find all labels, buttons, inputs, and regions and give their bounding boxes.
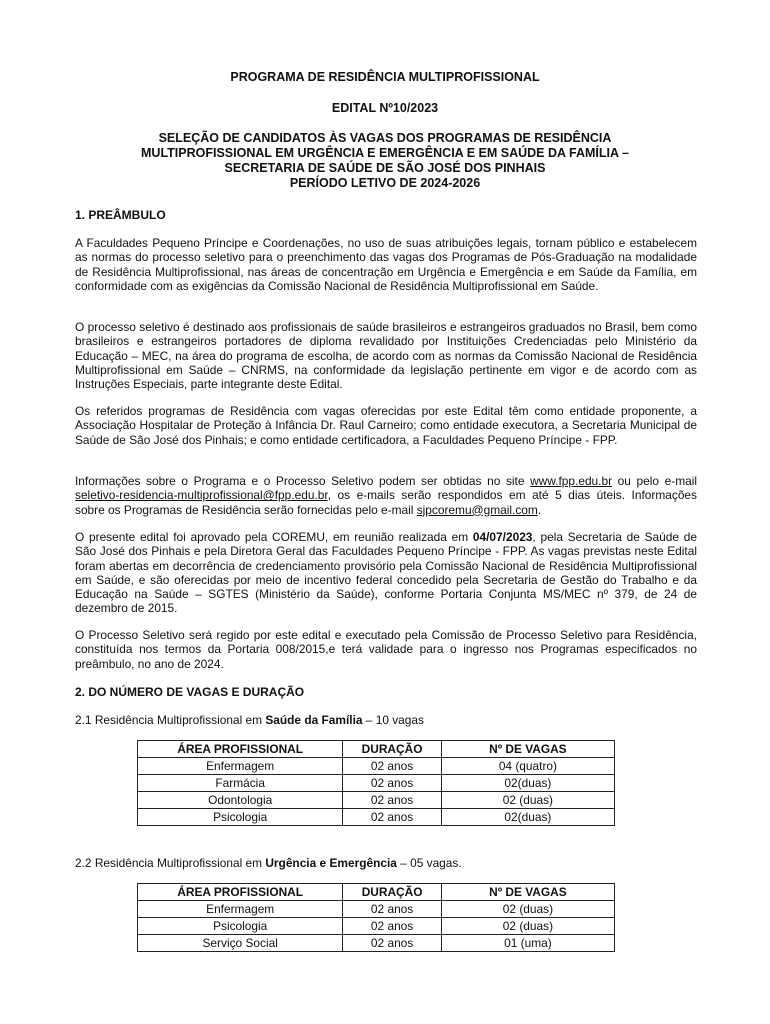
table-row — [138, 809, 615, 826]
table-row — [138, 792, 615, 809]
cell-duration: 02 anos — [343, 935, 441, 952]
cell-vacancies: 02(duas) — [441, 775, 614, 792]
cell-duration: 02 anos — [343, 758, 441, 775]
column-header-vacancies: Nº DE VAGAS — [441, 884, 614, 901]
cell-area: Enfermagem — [138, 901, 343, 918]
selection-title-line: SECRETARIA DE SAÚDE DE SÃO JOSÉ DOS PINHAIS — [224, 161, 546, 175]
vacancies-table-urgency-emergency — [137, 883, 615, 952]
column-header-area: ÁREA PROFISSIONAL — [138, 884, 343, 901]
table-row — [138, 935, 615, 952]
cell-duration: 02 anos — [343, 918, 441, 935]
table-header-row — [138, 884, 615, 901]
cell-area: Psicologia — [138, 809, 343, 826]
subsection-2-2: 2.2 Residência Multiprofissional em Urgência e Emergência – 05 vagas. — [75, 856, 462, 870]
table-row — [138, 901, 615, 918]
column-header-vacancies: Nº DE VAGAS — [441, 741, 614, 758]
cell-area: Enfermagem — [138, 758, 343, 775]
table-row — [138, 758, 615, 775]
cell-duration: 02 anos — [343, 901, 441, 918]
preamble-paragraph-3: Os referidos programas de Residência com vagas oferecidas por este Edital têm como entidade proponente, a Associação Hospitalar de Proteção à Infância Dr. Raul Carneiro; como entidade executora, a Secretaria Municipal de Saúde de São José dos Pinhais; e como entidade certificadora, a Faculdades Pequeno Príncipe - FPP. — [75, 404, 697, 447]
preamble-paragraph-5: O presente edital foi aprovado pela COREMU, em reunião realizada em 04/07/2023, pela Secretaria de Saúde de São José dos Pinhais e pela Diretora Geral das Faculdades Pequeno Príncipe - FPP. As vagas previstas neste Edital foram abertas em decorrência de credenciamento provisório pela Comissão Nacional de Residência Multiprofissional em Saúde, e são oferecidas por meio de incentivo federal concedido pela Secretaria de Gestão do Trabalho e da Educação na Saúde – SGTES (Ministério da Saúde), conforme Portaria Conjunta MS/MEC nº 379, de 24 de dezembro de 2015. — [75, 530, 697, 616]
subsection-2-1: 2.1 Residência Multiprofissional em Saúde da Família – 10 vagas — [75, 713, 424, 727]
cell-vacancies: 02 (duas) — [441, 901, 614, 918]
cell-duration: 02 anos — [343, 775, 441, 792]
table-header-row — [138, 741, 615, 758]
cell-vacancies: 02 (duas) — [441, 918, 614, 935]
cell-area: Odontologia — [138, 792, 343, 809]
preamble-paragraph-4: Informações sobre o Programa e o Processo Seletivo podem ser obtidas no site www.fpp.edu.br ou pelo e-mail seletivo-residencia-multiprofissional@fpp.edu.br, os e-mails serão respondidos em até 5 dias úteis. Informações sobre os Programas de Residência serão fornecidas pelo e-mail sjpcoremu@gmail.com. — [75, 474, 698, 517]
table-row — [138, 775, 615, 792]
preamble-paragraph-1: A Faculdades Pequeno Príncipe e Coordenações, no uso de suas atribuições legais, tornam público e estabelecem as normas do processo seletivo para o preenchimento das vagas dos Programas de Pós-Graduação na modalidade de Residência Multiprofissional, nas áreas de concentração em Urgência e Emergência e em Saúde da Família, em conformidade com as exigências da Comissão Nacional de Residência Multiprofissional em Saúde. — [75, 236, 697, 293]
cell-vacancies: 02 (duas) — [441, 792, 614, 809]
cell-vacancies: 04 (quatro) — [441, 758, 614, 775]
column-header-area: ÁREA PROFISSIONAL — [138, 741, 343, 758]
preamble-paragraph-6: O Processo Seletivo será regido por este edital e executado pela Comissão de Processo Seletivo para Residência, constituída nos termos da Portaria 008/2015,e terá validade para o ingresso nos Programas especificados no preâmbulo, no ano de 2024. — [75, 628, 697, 671]
vacancies-table-family-health — [137, 740, 615, 826]
email-link-coremu[interactable]: sjpcoremu@gmail.com — [416, 502, 538, 517]
cell-duration: 02 anos — [343, 809, 441, 826]
column-header-duration: DURAÇÃO — [343, 741, 441, 758]
cell-area: Serviço Social — [138, 935, 343, 952]
email-link-selection[interactable]: seletivo-residencia-multiprofissional@fpp.edu.br — [75, 488, 328, 503]
preamble-paragraph-2: O processo seletivo é destinado aos profissionais de saúde brasileiros e estrangeiros graduados no Brasil, bem como brasileiros e estrangeiros portadores de diploma revalidado por Instituições Credenciadas pelo Ministério da Educação – MEC, na área do programa de escolha, de acordo com as normas da Comissão Nacional de Residência Multiprofissional em Saúde – CNRMS, na conformidade da legislação pertinente em vigor e de acordo com as Instruções Especiais, parte integrante deste Edital. — [75, 320, 697, 392]
cell-area: Psicologia — [138, 918, 343, 935]
section-2-heading: 2. DO NÚMERO DE VAGAS E DURAÇÃO — [75, 685, 305, 699]
cell-duration: 02 anos — [343, 792, 441, 809]
cell-area: Farmácia — [138, 775, 343, 792]
selection-title — [0, 131, 770, 191]
section-1-heading: 1. PREÂMBULO — [75, 208, 166, 222]
approval-date: 04/07/2023 — [472, 530, 533, 544]
cell-vacancies: 01 (uma) — [441, 935, 614, 952]
selection-title-line: SELEÇÃO DE CANDIDATOS ÀS VAGAS DOS PROGRAMAS DE RESIDÊNCIA — [158, 131, 612, 145]
site-link[interactable]: www.fpp.edu.br — [530, 474, 613, 488]
cell-vacancies: 02(duas) — [441, 809, 614, 826]
column-header-duration: DURAÇÃO — [343, 884, 441, 901]
table-row — [138, 918, 615, 935]
program-title: PROGRAMA DE RESIDÊNCIA MULTIPROFISSIONAL — [230, 70, 540, 84]
edital-number: EDITAL Nº10/2023 — [331, 101, 439, 115]
selection-title-line: MULTIPROFISSIONAL EM URGÊNCIA E EMERGÊNCIA E EM SAÚDE DA FAMÍLIA – — [141, 146, 629, 160]
selection-title-line: PERÍODO LETIVO DE 2024-2026 — [289, 176, 481, 190]
